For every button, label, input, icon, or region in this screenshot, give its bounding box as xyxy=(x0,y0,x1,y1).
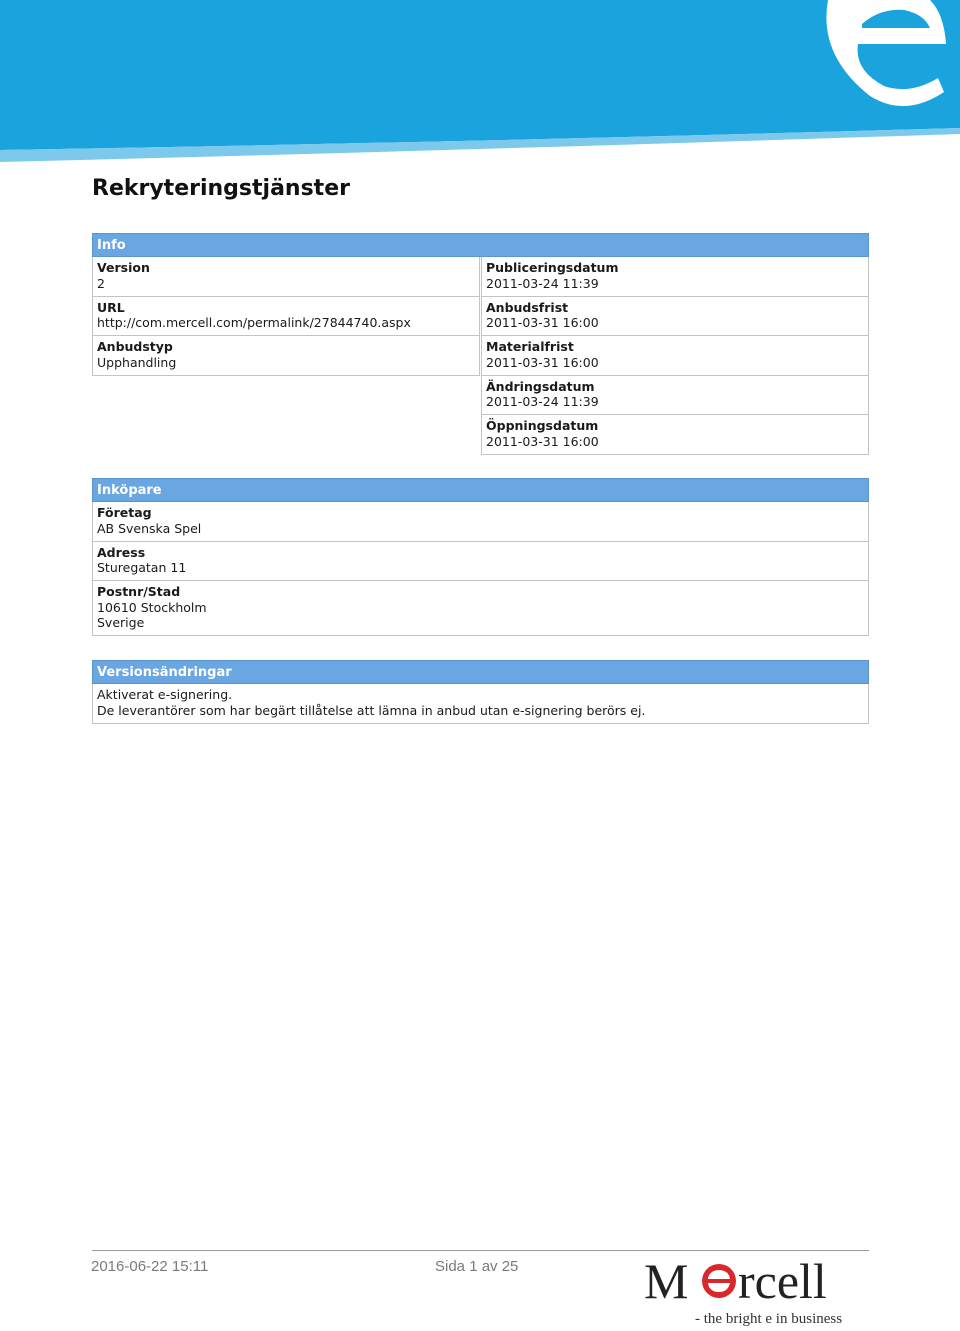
permalink-link[interactable]: http://com.mercell.com/permalink/27844740.aspx xyxy=(97,315,411,330)
field-value: 2011-03-31 16:00 xyxy=(486,315,599,330)
field-label: Publiceringsdatum xyxy=(486,260,619,275)
changes-header: Versionsändringar xyxy=(92,660,869,684)
field-value: 2011-03-31 16:00 xyxy=(486,354,599,370)
changes-note xyxy=(92,684,869,724)
header-banner xyxy=(0,0,960,165)
field-label: Öppningsdatum xyxy=(486,418,599,433)
field-value: Sturegatan 11 xyxy=(97,560,187,575)
info-field-materialfrist xyxy=(481,336,869,376)
field-value: 2 xyxy=(97,275,105,291)
svg-text:M: M xyxy=(644,1253,689,1309)
info-header: Info xyxy=(92,233,869,257)
logo-tagline: - the bright e in business xyxy=(695,1311,843,1327)
field-label: Anbudstyp xyxy=(97,339,173,354)
info-right-column xyxy=(481,257,869,455)
field-label: Postnr/Stad xyxy=(97,584,181,599)
info-left-column xyxy=(92,257,480,455)
field-label: Anbudsfrist xyxy=(486,299,569,315)
info-section xyxy=(92,233,869,455)
buyer-field-foretag xyxy=(92,502,869,542)
field-value: 2011-03-24 11:39 xyxy=(486,275,599,291)
info-field-andringsdatum xyxy=(481,376,869,416)
page-title: Rekryteringstjänster xyxy=(92,176,350,201)
field-value: 2011-03-31 16:00 xyxy=(486,433,599,449)
field-label: URL xyxy=(97,299,125,315)
buyer-field-adress xyxy=(92,542,869,582)
field-label: Adress xyxy=(97,544,146,560)
field-label: Ändringsdatum xyxy=(486,378,595,394)
field-value-country: Sverige xyxy=(97,615,145,630)
info-field-url xyxy=(92,297,480,337)
info-field-anbudsfrist xyxy=(481,297,869,337)
field-value: Upphandling xyxy=(97,354,177,370)
mercell-logo xyxy=(640,1252,870,1327)
field-value: 10610 Stockholm xyxy=(97,599,207,615)
field-label: Version xyxy=(97,260,150,275)
info-field-version xyxy=(92,257,480,297)
footer-date: 2016-06-22 15:11 xyxy=(91,1258,209,1275)
field-value: AB Svenska Spel xyxy=(97,520,202,536)
change-line: Aktiverat e-signering. xyxy=(97,687,233,702)
field-label: Företag xyxy=(97,505,152,520)
info-field-oppningsdatum xyxy=(481,415,869,455)
footer-divider xyxy=(92,1250,869,1251)
info-field-anbudstyp xyxy=(92,336,480,376)
footer-page-number: Sida 1 av 25 xyxy=(435,1258,519,1275)
buyer-section xyxy=(92,478,869,636)
field-label: Materialfrist xyxy=(486,339,574,354)
svg-text:rcell: rcell xyxy=(738,1253,827,1309)
buyer-field-postnr-stad xyxy=(92,581,869,636)
info-field-publiceringsdatum xyxy=(481,257,869,297)
changes-section xyxy=(92,660,869,724)
change-line: De leverantörer som har begärt tillåtelse att lämna in anbud utan e-signering berörs ej. xyxy=(97,702,646,718)
field-value: 2011-03-24 11:39 xyxy=(486,394,599,409)
buyer-header: Inköpare xyxy=(92,478,869,502)
